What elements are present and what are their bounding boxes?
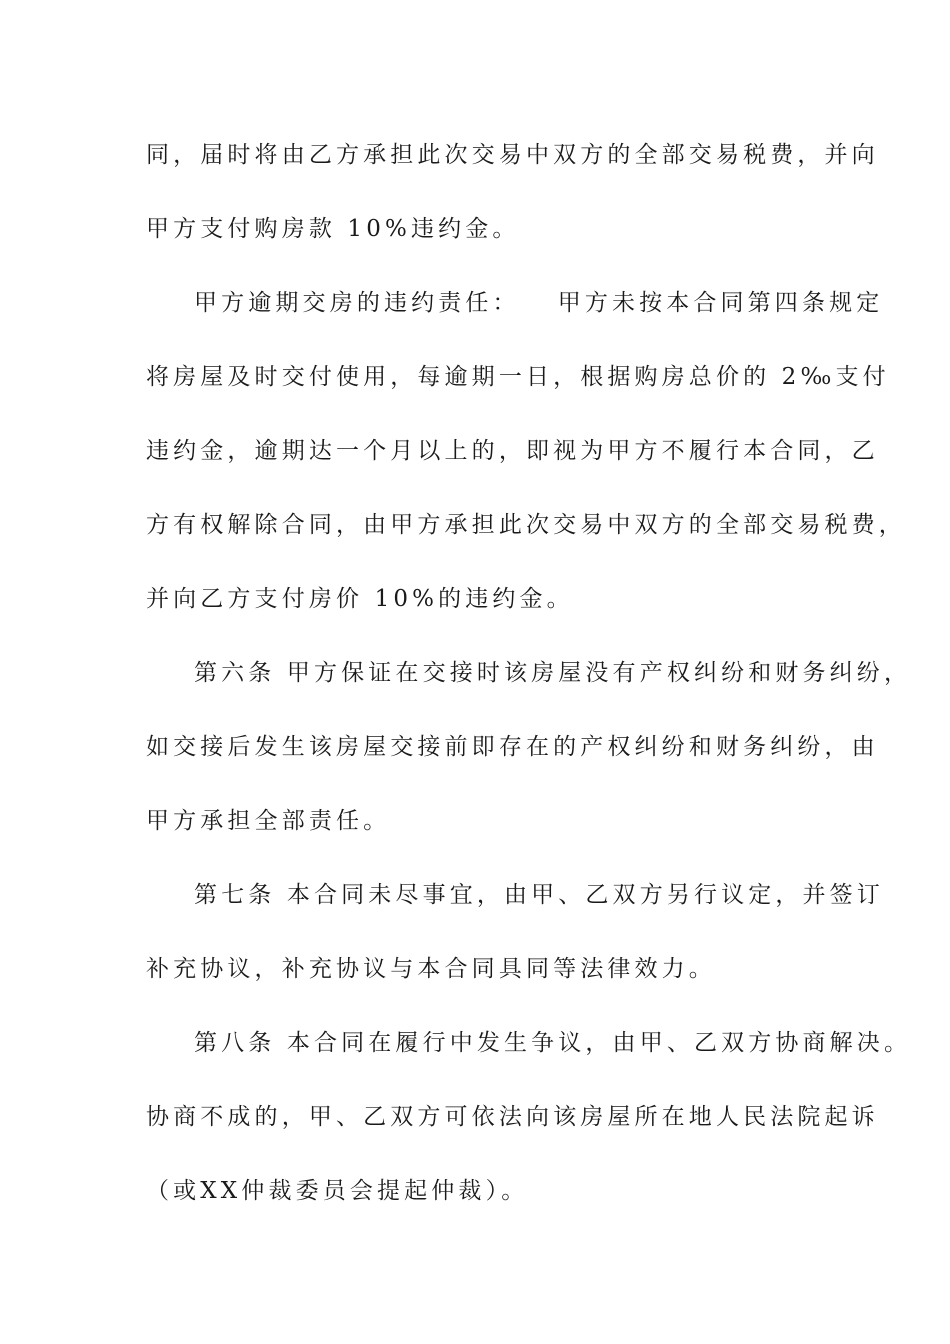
text-line: （或XX仲裁委员会提起仲裁）。 (146, 1178, 529, 1204)
text-line: 甲方支付购房款 10%违约金。 (146, 216, 520, 242)
text-line: 违约金，逾期达一个月以上的，即视为甲方不履行本合同，乙 (146, 438, 879, 464)
text-line: 甲方承担全部责任。 (146, 808, 391, 834)
text-line: 补充协议，补充协议与本合同具同等法律效力。 (146, 956, 716, 982)
text-line (194, 288, 884, 318)
text-line: 第六条 甲方保证在交接时该房屋没有产权纠纷和财务纠纷， (194, 660, 912, 686)
clause-heading: 甲方逾期交房的违约责任： (194, 290, 520, 316)
text-line: 方有权解除合同，由甲方承担此次交易中双方的全部交易税费， (146, 512, 906, 538)
text-line: 将房屋及时交付使用，每逾期一日，根据购房总价的 2‰支付 (146, 364, 890, 390)
text-line: 协商不成的，甲、乙双方可依法向该房屋所在地人民法院起诉 (146, 1104, 879, 1130)
text-line: 并向乙方支付房价 10%的违约金。 (146, 586, 574, 612)
clause-text: 甲方未按本合同第四条规定 (557, 290, 884, 316)
text-line: 同，届时将由乙方承担此次交易中双方的全部交易税费，并向 (146, 142, 879, 168)
text-line: 如交接后发生该房屋交接前即存在的产权纠纷和财务纠纷，由 (146, 734, 879, 760)
text-line: 第七条 本合同未尽事宜，由甲、乙双方另行议定，并签订 (194, 882, 884, 908)
text-line: 第八条 本合同在履行中发生争议，由甲、乙双方协商解决。 (194, 1030, 912, 1056)
